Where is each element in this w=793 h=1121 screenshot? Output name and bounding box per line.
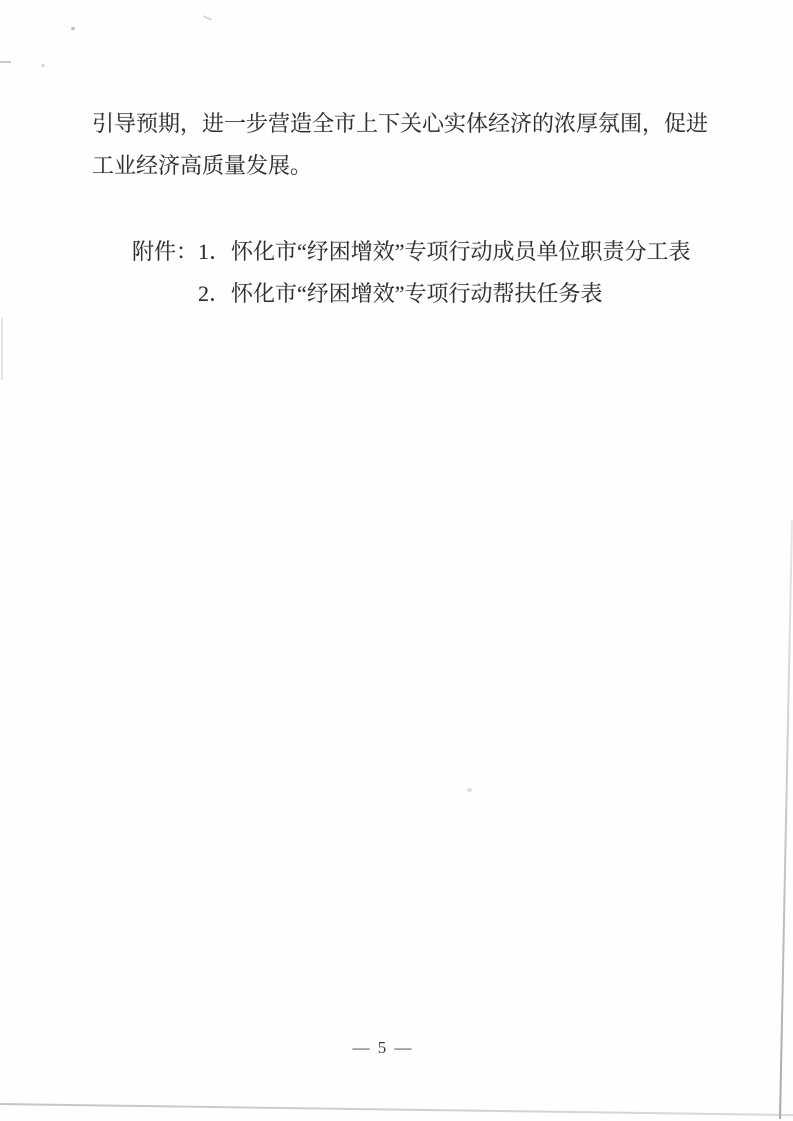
paragraph-line: 工业经济高质量发展。: [92, 153, 313, 178]
attachment-label: 附件：: [132, 239, 199, 264]
scan-speck: [0, 61, 11, 63]
scan-paper-edge-bottom: [0, 1103, 793, 1116]
scan-speck: [467, 788, 472, 792]
page-number: — 5 —: [352, 1038, 414, 1057]
body-paragraph: [92, 103, 717, 187]
attachment-item: 2．怀化市“纾困增效”专项行动帮扶任务表: [198, 281, 603, 306]
attachment-items: [198, 231, 691, 315]
scan-speck: [41, 64, 45, 67]
attachment-list: [132, 231, 691, 315]
scan-speck: [1, 318, 3, 380]
scan-paper-edge-right: [779, 520, 793, 1119]
scan-speck: [203, 15, 212, 21]
paragraph-line: 引导预期，进一步营造全市上下关心实体经济的浓厚氛围，促进: [92, 111, 709, 136]
attachment-item: 1．怀化市“纾困增效”专项行动成员单位职责分工表: [198, 239, 691, 264]
scan-speck: [71, 27, 75, 30]
